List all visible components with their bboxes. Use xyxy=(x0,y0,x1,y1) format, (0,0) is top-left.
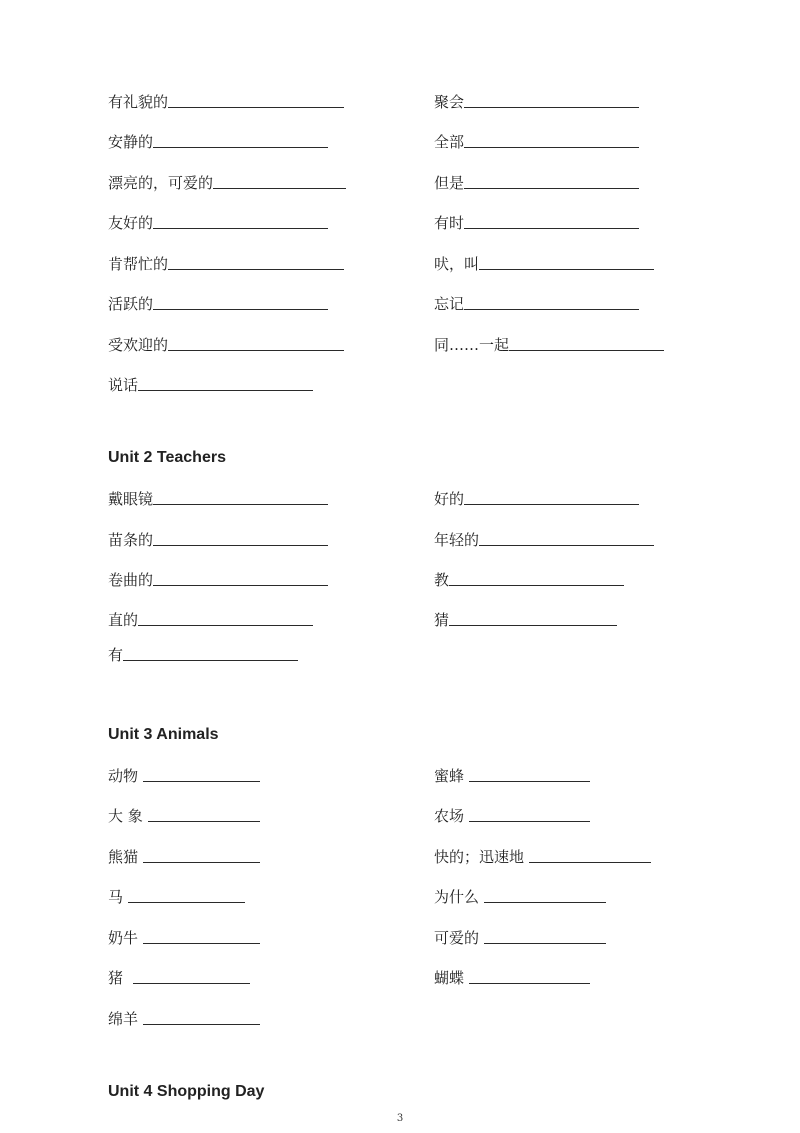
answer-blank[interactable] xyxy=(469,781,590,782)
answer-blank[interactable] xyxy=(469,821,590,822)
vocab-label: 马 xyxy=(108,888,128,906)
vocab-label: 年轻的 xyxy=(434,531,480,549)
vocab-item xyxy=(434,610,617,630)
vocab-label: 蜜蜂 xyxy=(434,767,469,785)
vocab-label: 为什么 xyxy=(434,888,484,906)
unit-heading: Unit 2 Teachers xyxy=(108,449,226,466)
vocab-item xyxy=(108,847,260,867)
answer-blank[interactable] xyxy=(213,188,346,189)
vocab-item xyxy=(108,375,313,395)
vocab-item xyxy=(108,132,328,152)
vocab-label: 说话 xyxy=(108,376,139,394)
answer-blank[interactable] xyxy=(123,660,298,661)
vocab-label: 猪 xyxy=(108,969,133,987)
answer-blank[interactable] xyxy=(464,309,639,310)
vocab-label: 活跃的 xyxy=(108,295,154,313)
vocab-label: 同……一起 xyxy=(434,336,510,354)
vocab-item xyxy=(108,173,346,193)
answer-blank[interactable] xyxy=(143,862,260,863)
unit-heading: Unit 3 Animals xyxy=(108,726,219,743)
vocab-item xyxy=(108,968,250,988)
vocab-item xyxy=(434,928,606,948)
vocab-label: 直的 xyxy=(108,611,139,629)
answer-blank[interactable] xyxy=(529,862,651,863)
answer-blank[interactable] xyxy=(153,228,328,229)
vocab-item xyxy=(434,254,654,274)
vocab-item xyxy=(434,335,664,355)
vocab-item xyxy=(434,570,624,590)
vocab-item xyxy=(434,173,639,193)
vocab-label: 忘记 xyxy=(434,295,465,313)
vocab-item xyxy=(108,530,328,550)
vocab-item xyxy=(108,254,344,274)
page-number: 3 xyxy=(396,1113,404,1124)
vocab-label: 有礼貌的 xyxy=(108,93,169,111)
vocab-label: 农场 xyxy=(434,807,469,825)
vocab-item xyxy=(108,570,328,590)
answer-blank[interactable] xyxy=(464,228,639,229)
vocab-item xyxy=(434,766,590,786)
vocab-item xyxy=(108,887,245,907)
answer-blank[interactable] xyxy=(449,625,617,626)
answer-blank[interactable] xyxy=(153,309,328,310)
vocab-item xyxy=(108,766,260,786)
vocab-item xyxy=(434,968,590,988)
answer-blank[interactable] xyxy=(143,1024,260,1025)
answer-blank[interactable] xyxy=(464,107,639,108)
vocab-label: 但是 xyxy=(434,174,465,192)
answer-blank[interactable] xyxy=(168,269,344,270)
answer-blank[interactable] xyxy=(484,943,606,944)
answer-blank[interactable] xyxy=(143,781,260,782)
answer-blank[interactable] xyxy=(133,983,250,984)
vocab-item xyxy=(108,489,328,509)
vocab-item xyxy=(434,847,651,867)
vocab-label: 奶牛 xyxy=(108,929,143,947)
vocab-label: 蝴蝶 xyxy=(434,969,469,987)
vocab-item xyxy=(108,92,344,112)
answer-blank[interactable] xyxy=(153,585,328,586)
answer-blank[interactable] xyxy=(479,269,654,270)
vocab-item xyxy=(108,610,313,630)
vocab-label: 卷曲的 xyxy=(108,571,154,589)
answer-blank[interactable] xyxy=(479,545,654,546)
vocab-item xyxy=(108,928,260,948)
vocab-label: 好的 xyxy=(434,490,465,508)
vocab-label: 可爱的 xyxy=(434,929,484,947)
answer-blank[interactable] xyxy=(484,902,606,903)
vocab-label: 肯帮忙的 xyxy=(108,255,169,273)
vocab-label: 受欢迎的 xyxy=(108,336,169,354)
vocab-label: 苗条的 xyxy=(108,531,154,549)
answer-blank[interactable] xyxy=(168,107,344,108)
vocab-item xyxy=(108,294,328,314)
vocab-item xyxy=(108,1009,260,1029)
vocab-item xyxy=(434,132,639,152)
answer-blank[interactable] xyxy=(464,504,639,505)
answer-blank[interactable] xyxy=(464,188,639,189)
vocab-label: 聚会 xyxy=(434,93,465,111)
vocab-label: 教 xyxy=(434,571,450,589)
vocab-label: 熊猫 xyxy=(108,848,143,866)
vocab-item xyxy=(434,887,606,907)
vocab-label: 漂亮的，可爱的 xyxy=(108,174,214,192)
answer-blank[interactable] xyxy=(143,943,260,944)
vocab-item xyxy=(434,92,639,112)
answer-blank[interactable] xyxy=(128,902,245,903)
answer-blank[interactable] xyxy=(153,147,328,148)
answer-blank[interactable] xyxy=(168,350,344,351)
vocab-item xyxy=(108,645,298,665)
vocab-label: 有时 xyxy=(434,214,465,232)
vocab-label: 安静的 xyxy=(108,133,154,151)
answer-blank[interactable] xyxy=(469,983,590,984)
vocab-label: 猜 xyxy=(434,611,450,629)
vocab-label: 有 xyxy=(108,646,124,664)
vocab-item xyxy=(434,489,639,509)
vocab-item xyxy=(434,294,639,314)
answer-blank[interactable] xyxy=(153,504,328,505)
vocab-label: 吠，叫 xyxy=(434,255,480,273)
answer-blank[interactable] xyxy=(449,585,624,586)
vocab-label: 大 象 xyxy=(108,807,148,825)
vocab-label: 快的；迅速地 xyxy=(434,848,529,866)
vocab-label: 绵羊 xyxy=(108,1010,143,1028)
vocab-item xyxy=(108,335,344,355)
vocab-item xyxy=(434,530,654,550)
answer-blank[interactable] xyxy=(464,147,639,148)
answer-blank[interactable] xyxy=(153,545,328,546)
vocab-label: 全部 xyxy=(434,133,465,151)
answer-blank[interactable] xyxy=(148,821,260,822)
vocab-item xyxy=(108,806,260,826)
answer-blank[interactable] xyxy=(138,625,313,626)
vocab-label: 动物 xyxy=(108,767,143,785)
vocab-label: 友好的 xyxy=(108,214,154,232)
vocab-item xyxy=(434,213,639,233)
answer-blank[interactable] xyxy=(138,390,313,391)
vocab-item xyxy=(434,806,590,826)
unit-heading: Unit 4 Shopping Day xyxy=(108,1083,265,1100)
answer-blank[interactable] xyxy=(509,350,664,351)
vocab-label: 戴眼镜 xyxy=(108,490,154,508)
vocab-item xyxy=(108,213,328,233)
